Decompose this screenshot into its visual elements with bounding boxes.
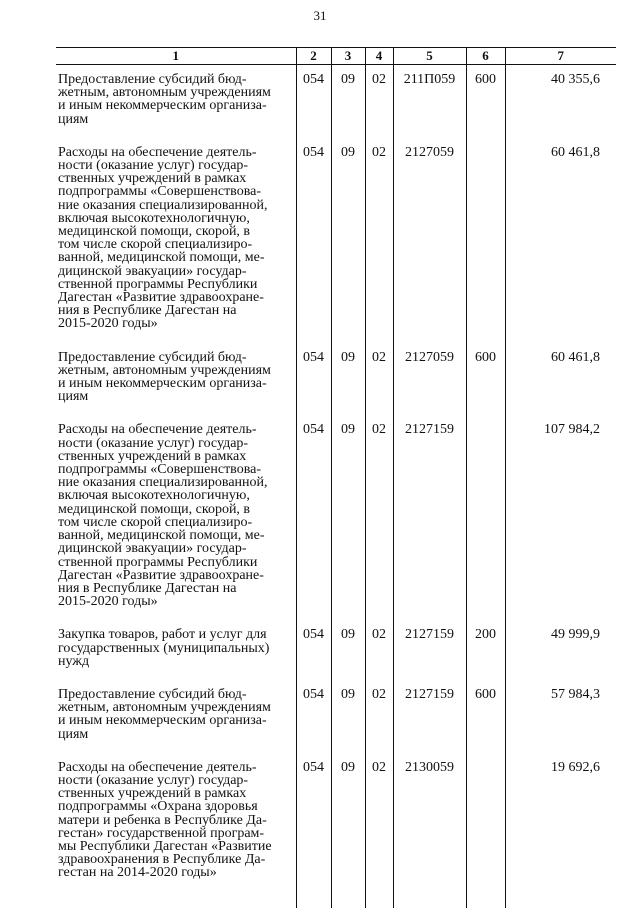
- row-description: Предоставление субсидий бюд- жетным, автономным учреждениям и иным некоммерческим организа- циям: [58, 349, 271, 405]
- table-row: [56, 65, 616, 138]
- row-amount: 19 692,6: [505, 753, 616, 908]
- row-subsection-code: 02: [365, 138, 393, 343]
- row-target-article: 2127059: [393, 343, 466, 416]
- column-header-7: 7: [505, 48, 616, 65]
- row-target-article: 2127059: [393, 138, 466, 343]
- row-section-code: 09: [331, 65, 365, 138]
- row-amount: 60 461,8: [505, 138, 616, 343]
- table-row: [56, 753, 616, 908]
- row-expense-type: 600: [466, 680, 505, 753]
- table-row: [56, 138, 616, 343]
- table-row: [56, 415, 616, 620]
- row-subsection-code: 02: [365, 415, 393, 620]
- row-expense-type: 200: [466, 620, 505, 680]
- row-section-code: 09: [331, 138, 365, 343]
- column-header-6: 6: [466, 48, 505, 65]
- row-amount: 49 999,9: [505, 620, 616, 680]
- row-expense-type: [466, 138, 505, 343]
- row-section-code: 09: [331, 343, 365, 416]
- column-header-3: 3: [331, 48, 365, 65]
- row-ministry-code: 054: [296, 343, 331, 416]
- row-amount: 57 984,3: [505, 680, 616, 753]
- row-ministry-code: 054: [296, 620, 331, 680]
- table-row: [56, 680, 616, 753]
- column-header-4: 4: [365, 48, 393, 65]
- row-target-article: 2130059: [393, 753, 466, 908]
- row-target-article: 2127159: [393, 620, 466, 680]
- row-section-code: 09: [331, 415, 365, 620]
- column-header-5: 5: [393, 48, 466, 65]
- row-ministry-code: 054: [296, 680, 331, 753]
- row-target-article: 2127159: [393, 680, 466, 753]
- table-header: [56, 48, 616, 65]
- row-description: Расходы на обеспечение деятель- ности (оказание услуг) государ- ственных учреждений в рамках подпрограммы «Охрана здоровья матери и ребенка в Республике Да- гестан» государственной програм- мы Республики Дагестан «Развитие здравоохранения в Республике Да- гестан на 2014-2020 годы»: [58, 759, 272, 881]
- row-subsection-code: 02: [365, 343, 393, 416]
- row-section-code: 09: [331, 620, 365, 680]
- row-ministry-code: 054: [296, 415, 331, 620]
- row-ministry-code: 054: [296, 138, 331, 343]
- table-row: [56, 620, 616, 680]
- row-expense-type: [466, 415, 505, 620]
- table-row: [56, 343, 616, 416]
- row-expense-type: 600: [466, 65, 505, 138]
- table-body: [56, 65, 616, 908]
- row-subsection-code: 02: [365, 620, 393, 680]
- row-ministry-code: 054: [296, 65, 331, 138]
- row-description: Предоставление субсидий бюд- жетным, автономным учреждениям и иным некоммерческим организа- циям: [58, 72, 271, 127]
- row-amount: 60 461,8: [505, 343, 616, 416]
- row-subsection-code: 02: [365, 65, 393, 138]
- row-section-code: 09: [331, 680, 365, 753]
- row-description: Предоставление субсидий бюд- жетным, автономным учреждениям и иным некоммерческим организа- циям: [58, 686, 271, 742]
- page-number: 31: [313, 8, 327, 23]
- row-expense-type: 600: [466, 343, 505, 416]
- column-header-2: 2: [296, 48, 331, 65]
- row-section-code: 09: [331, 753, 365, 908]
- row-expense-type: [466, 753, 505, 908]
- row-description: Расходы на обеспечение деятель- ности (оказание услуг) государ- ственных учреждений в рамках подпрограммы «Совершенствова- ние оказания специализированной, включая высокотехнологичную, медицинской помощи, скорой, в том числе скорой специализиро- ванной, медицинской помощи, ме- дицинской эвакуации» государ- ственной программы Республики Дагестан «Развитие здравоохране- ния в Республике Дагестан на 2015-2020 годы»: [58, 422, 268, 610]
- header-row: [56, 48, 616, 65]
- budget-table: [56, 47, 616, 908]
- row-description: Расходы на обеспечение деятель- ности (оказание услуг) государ- ственных учреждений в рамках подпрограммы «Совершенствова- ние оказания специализированной, включая высокотехнологичную, медицинской помощи, скорой, в том числе скорой специализиро- ванной, медицинской помощи, ме- дицинской эвакуации» государ- ственной программы Республики Дагестан «Развитие здравоохране- ния в Республике Дагестан на 2015-2020 годы»: [58, 144, 268, 332]
- row-target-article: 211П059: [393, 65, 466, 138]
- row-amount: 107 984,2: [505, 415, 616, 620]
- column-header-1: 1: [56, 48, 296, 65]
- row-ministry-code: 054: [296, 753, 331, 908]
- row-amount: 40 355,6: [505, 65, 616, 138]
- row-description: Закупка товаров, работ и услуг для государственных (муниципальных) нужд: [58, 627, 270, 669]
- row-target-article: 2127159: [393, 415, 466, 620]
- row-subsection-code: 02: [365, 680, 393, 753]
- row-subsection-code: 02: [365, 753, 393, 908]
